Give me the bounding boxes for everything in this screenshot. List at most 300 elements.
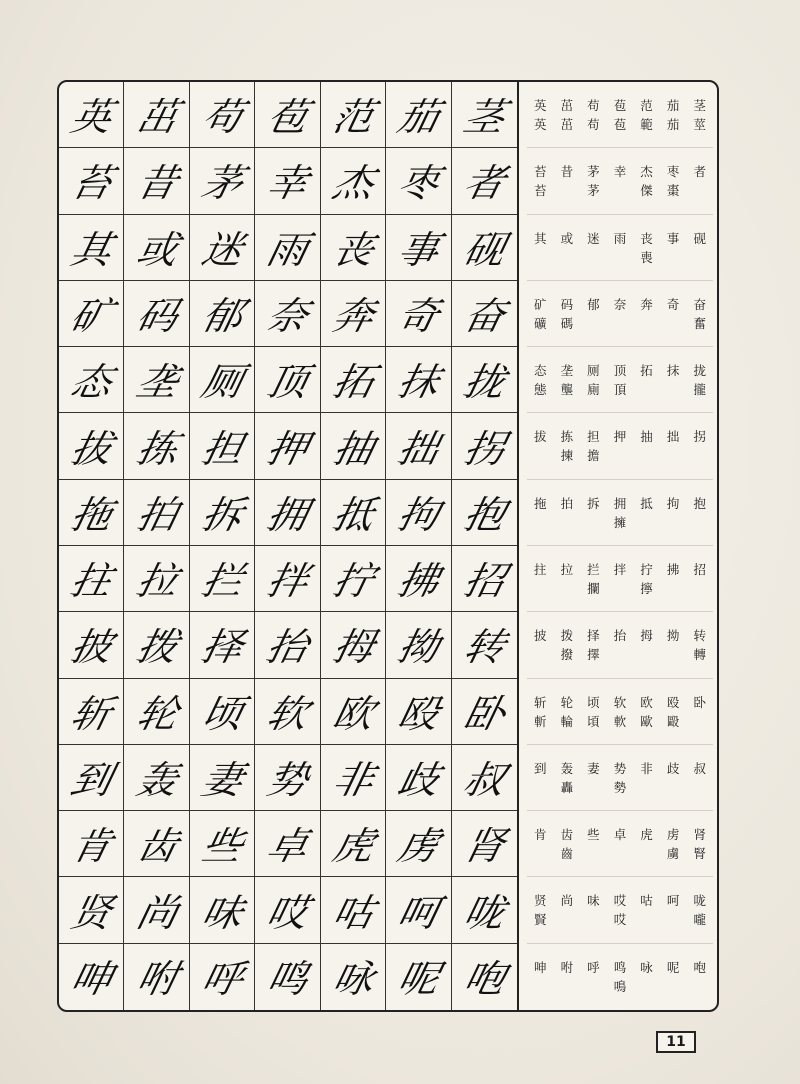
printed-cell [527, 215, 554, 281]
traditional-character: 範 [640, 117, 653, 132]
printed-cell [580, 745, 607, 811]
cursive-cell [321, 612, 386, 678]
simplified-character: 转 [693, 628, 706, 644]
cursive-cell [452, 944, 517, 1010]
cursive-character: 其 [66, 228, 115, 273]
cursive-cell [124, 148, 189, 214]
cursive-character: 叔 [459, 758, 508, 803]
simplified-character: 尚 [560, 893, 574, 909]
printed-cell [607, 82, 634, 148]
printed-cell [554, 413, 581, 479]
cursive-cell [255, 82, 320, 148]
cursive-cell [452, 281, 517, 347]
printed-cell [554, 877, 581, 943]
traditional-character: 擁 [613, 514, 627, 530]
printed-cell [527, 148, 554, 214]
simplified-character: 其 [534, 230, 547, 246]
cursive-character: 杰 [328, 162, 376, 207]
cursive-cell [124, 215, 189, 281]
traditional-character: 輪 [560, 713, 574, 729]
cursive-character: 披 [66, 626, 115, 671]
printed-cell [660, 281, 687, 347]
printed-cell [686, 745, 713, 811]
printed-cell [686, 215, 713, 281]
printed-cell [554, 480, 581, 546]
cursive-character: 势 [263, 758, 311, 803]
simplified-character: 披 [534, 628, 547, 644]
simplified-character: 者 [693, 164, 706, 180]
simplified-character: 鸣 [613, 959, 627, 975]
printed-cell [660, 347, 687, 413]
simplified-character: 拇 [640, 628, 653, 644]
cursive-character: 拐 [459, 427, 508, 472]
simplified-character: 枣 [666, 164, 680, 180]
simplified-character: 咆 [693, 959, 706, 975]
cursive-cell [452, 480, 517, 546]
cursive-cell [452, 215, 517, 281]
traditional-character: 撥 [560, 647, 574, 663]
printed-cell [607, 347, 634, 413]
cursive-cell [386, 413, 451, 479]
traditional-character: 茁 [560, 117, 574, 132]
cursive-cell [190, 413, 255, 479]
cursive-cell [321, 811, 386, 877]
traditional-character: 棗 [666, 183, 680, 199]
cursive-character: 押 [263, 427, 311, 472]
simplified-character: 茄 [666, 98, 680, 113]
printed-cell [660, 215, 687, 281]
cursive-character: 担 [197, 427, 246, 472]
simplified-character: 英 [534, 98, 547, 113]
cursive-cell [321, 215, 386, 281]
traditional-character: 歐 [640, 713, 653, 729]
cursive-character: 拨 [132, 626, 180, 671]
simplified-character: 拆 [587, 495, 600, 511]
cursive-cell [452, 811, 517, 877]
cursive-character: 丧 [328, 228, 376, 273]
cursive-character: 呢 [393, 958, 442, 1003]
printed-cell [633, 413, 660, 479]
cursive-character: 鸣 [263, 958, 311, 1003]
simplified-character: 齿 [560, 827, 574, 843]
cursive-character: 抱 [459, 493, 508, 538]
cursive-cell [124, 745, 189, 811]
cursive-character: 拘 [393, 493, 442, 538]
cursive-cell [452, 612, 517, 678]
simplified-character: 拢 [693, 363, 706, 379]
printed-cell [686, 82, 713, 148]
cursive-character: 顶 [263, 361, 311, 405]
traditional-character: 苟 [587, 117, 600, 132]
cursive-character: 顷 [197, 692, 246, 737]
cursive-cell [386, 480, 451, 546]
page-number: 11 [656, 1031, 696, 1053]
simplified-character: 迷 [587, 230, 600, 246]
cursive-character: 枣 [393, 162, 442, 207]
printed-cell [580, 413, 607, 479]
printed-cell [580, 215, 607, 281]
traditional-character: 勢 [613, 779, 627, 795]
cursive-cell [124, 877, 189, 943]
traditional-character: 揀 [560, 448, 574, 464]
cursive-cell [59, 546, 124, 612]
cursive-character: 奔 [328, 294, 376, 339]
cursive-character: 拙 [393, 427, 442, 472]
printed-cell [580, 877, 607, 943]
cursive-character: 轰 [132, 758, 180, 803]
cursive-cell [452, 82, 517, 148]
cursive-cell [190, 347, 255, 413]
cursive-character: 虏 [393, 825, 442, 869]
printed-cell [580, 679, 607, 745]
simplified-character: 拄 [534, 561, 547, 577]
printed-cell [527, 745, 554, 811]
traditional-character: 毆 [666, 713, 680, 729]
cursive-cell [255, 745, 320, 811]
cursive-character: 肾 [459, 825, 508, 869]
simplified-character: 轮 [560, 694, 574, 710]
cursive-character: 昔 [132, 162, 180, 207]
cursive-character: 呻 [66, 958, 115, 1003]
traditional-character: 賢 [534, 912, 547, 928]
cursive-character: 咏 [328, 958, 376, 1003]
cursive-character: 欧 [328, 692, 376, 737]
simplified-character: 拐 [693, 429, 706, 445]
cursive-character: 到 [66, 758, 115, 803]
cursive-character: 拢 [459, 361, 508, 405]
cursive-character: 拣 [132, 427, 180, 472]
traditional-character: 腎 [693, 846, 706, 862]
printed-cell [660, 811, 687, 877]
cursive-cell [190, 612, 255, 678]
simplified-character: 咕 [640, 893, 653, 909]
cursive-character: 齿 [132, 825, 180, 869]
traditional-character: 齒 [560, 846, 574, 862]
cursive-character: 拧 [328, 560, 376, 604]
cursive-cell [255, 811, 320, 877]
cursive-character: 拂 [393, 560, 442, 604]
printed-cell [633, 480, 660, 546]
cursive-cell [452, 877, 517, 943]
cursive-cell [321, 281, 386, 347]
cursive-character: 幸 [263, 162, 311, 207]
simplified-character: 奇 [666, 296, 680, 312]
simplified-character: 苞 [613, 98, 627, 113]
simplified-character: 叔 [693, 760, 706, 776]
cursive-cell [452, 413, 517, 479]
cursive-character: 咙 [459, 891, 508, 936]
cursive-character: 茁 [132, 96, 180, 140]
cursive-character: 拌 [263, 560, 311, 604]
cursive-cell [59, 679, 124, 745]
cursive-cell [190, 811, 255, 877]
traditional-character: 苔 [534, 183, 547, 199]
cursive-character: 妻 [197, 758, 246, 803]
printed-cell [660, 480, 687, 546]
simplified-character: 码 [560, 296, 574, 312]
simplified-character: 拣 [560, 429, 574, 445]
simplified-character: 招 [693, 561, 706, 577]
simplified-character: 幸 [613, 164, 627, 180]
simplified-character: 抵 [640, 495, 653, 511]
cursive-cell [321, 679, 386, 745]
cursive-cell [59, 148, 124, 214]
cursive-cell [190, 82, 255, 148]
printed-cell [633, 148, 660, 214]
printed-cell [580, 148, 607, 214]
simplified-character: 拔 [534, 429, 547, 445]
traditional-character: 擇 [587, 647, 600, 663]
printed-cell [580, 480, 607, 546]
cursive-character: 拔 [66, 427, 115, 472]
printed-cell [686, 148, 713, 214]
cursive-cell [124, 480, 189, 546]
cursive-character: 者 [459, 162, 508, 207]
cursive-cell [190, 215, 255, 281]
printed-cell [660, 877, 687, 943]
printed-cell [660, 546, 687, 612]
traditional-character: 擰 [640, 580, 653, 596]
printed-cell [633, 546, 660, 612]
simplified-character: 择 [587, 628, 600, 644]
simplified-character: 虎 [640, 827, 653, 843]
cursive-cell [59, 347, 124, 413]
simplified-character: 抽 [640, 429, 653, 445]
printed-cell [607, 148, 634, 214]
cursive-character: 转 [459, 626, 508, 671]
simplified-character: 肾 [693, 827, 706, 843]
cursive-cell [255, 148, 320, 214]
cursive-character: 招 [459, 560, 508, 604]
cursive-cell [190, 745, 255, 811]
cursive-character: 苞 [263, 96, 311, 140]
traditional-character: 茄 [666, 117, 680, 132]
cursive-cell [190, 679, 255, 745]
cursive-character: 态 [66, 361, 115, 405]
traditional-character: 轟 [560, 779, 574, 795]
traditional-character: 苞 [613, 117, 627, 132]
simplified-character: 拥 [613, 495, 627, 511]
cursive-cell [452, 679, 517, 745]
cursive-cell [386, 811, 451, 877]
cursive-cell [59, 413, 124, 479]
cursive-cell [386, 944, 451, 1010]
cursive-character: 殴 [393, 692, 442, 737]
cursive-character: 拖 [66, 493, 115, 538]
printed-cell [580, 811, 607, 877]
simplified-character: 苟 [587, 98, 600, 113]
cursive-character: 咕 [328, 891, 376, 936]
printed-cell [527, 480, 554, 546]
cursive-character: 英 [66, 96, 115, 140]
cursive-cell [255, 877, 320, 943]
cursive-cell [124, 546, 189, 612]
printed-character-key [519, 82, 717, 1010]
traditional-character: 頃 [587, 713, 600, 729]
simplified-character: 拦 [587, 561, 600, 577]
printed-cell [660, 148, 687, 214]
cursive-character: 呼 [197, 958, 246, 1003]
cursive-character: 茎 [459, 96, 508, 140]
traditional-character: 莖 [693, 117, 706, 132]
cursive-cell [321, 944, 386, 1010]
printed-cell [580, 944, 607, 1010]
printed-cell [607, 215, 634, 281]
printed-cell [607, 944, 634, 1010]
cursive-character: 拉 [132, 560, 180, 604]
printed-cell [607, 877, 634, 943]
simplified-character: 肯 [534, 827, 547, 843]
cursive-character: 卧 [459, 692, 508, 737]
cursive-cell [321, 347, 386, 413]
cursive-cell [190, 480, 255, 546]
simplified-character: 欧 [640, 694, 653, 710]
cursive-cell [59, 281, 124, 347]
cursive-cell [255, 480, 320, 546]
printed-cell [580, 281, 607, 347]
cursive-character: 厕 [197, 361, 246, 405]
printed-cell [580, 82, 607, 148]
simplified-character: 贤 [534, 893, 547, 909]
cursive-cell [255, 612, 320, 678]
printed-cell [633, 82, 660, 148]
simplified-character: 呻 [534, 959, 547, 975]
simplified-character: 或 [560, 230, 574, 246]
cursive-cell [124, 811, 189, 877]
simplified-character: 态 [534, 363, 547, 379]
cursive-character: 软 [263, 692, 311, 737]
printed-cell [633, 877, 660, 943]
cursive-cell [321, 877, 386, 943]
printed-cell [554, 679, 581, 745]
simplified-character: 郁 [587, 296, 600, 312]
printed-cell [660, 679, 687, 745]
simplified-character: 茅 [587, 164, 600, 180]
traditional-character: 轉 [693, 647, 706, 663]
printed-cell [554, 148, 581, 214]
cursive-character: 矿 [66, 294, 115, 339]
cursive-character: 雨 [263, 228, 311, 273]
simplified-character: 茁 [560, 98, 574, 113]
simplified-character: 范 [640, 98, 653, 113]
cursive-character: 抹 [393, 361, 442, 405]
cursive-cell [255, 347, 320, 413]
cursive-cell [255, 413, 320, 479]
simplified-character: 垄 [560, 363, 574, 379]
cursive-character: 拄 [66, 560, 115, 604]
traditional-character: 傑 [640, 183, 653, 199]
printed-cell [554, 944, 581, 1010]
simplified-character: 矿 [534, 296, 547, 312]
printed-cell [686, 480, 713, 546]
printed-cell [527, 281, 554, 347]
printed-cell [554, 82, 581, 148]
printed-cell [554, 281, 581, 347]
printed-cell [660, 413, 687, 479]
printed-cell [527, 612, 554, 678]
simplified-character: 斩 [534, 694, 547, 710]
cursive-character: 码 [132, 294, 180, 339]
cursive-cell [124, 82, 189, 148]
simplified-character: 担 [587, 429, 600, 445]
printed-cell [527, 546, 554, 612]
printed-cell [686, 877, 713, 943]
printed-cell [633, 347, 660, 413]
simplified-character: 味 [587, 893, 600, 909]
traditional-character: 虜 [666, 846, 680, 862]
cursive-character: 奇 [393, 294, 442, 339]
printed-cell [554, 546, 581, 612]
printed-cell [633, 215, 660, 281]
simplified-character: 苔 [534, 164, 547, 180]
simplified-character: 雨 [613, 230, 627, 246]
cursive-character: 抵 [328, 493, 376, 538]
simplified-character: 砚 [693, 230, 706, 246]
traditional-character: 攏 [693, 382, 706, 398]
cursive-character: 虎 [328, 825, 376, 869]
traditional-character: 礦 [534, 315, 547, 331]
cursive-character: 咐 [132, 958, 180, 1003]
cursive-cell [321, 82, 386, 148]
simplified-character: 拓 [640, 363, 653, 379]
cursive-cell [124, 347, 189, 413]
simplified-character: 势 [613, 760, 627, 776]
cursive-cell [59, 944, 124, 1010]
traditional-character: 斬 [534, 713, 547, 729]
cursive-cell [452, 745, 517, 811]
cursive-cell [59, 82, 124, 148]
printed-cell [607, 413, 634, 479]
simplified-character: 拍 [560, 495, 574, 511]
cursive-cell [124, 612, 189, 678]
printed-cell [633, 944, 660, 1010]
printed-cell [527, 82, 554, 148]
simplified-character: 咏 [640, 959, 653, 975]
simplified-character: 哎 [613, 893, 627, 909]
traditional-character: 茅 [587, 183, 600, 199]
cursive-cell [321, 480, 386, 546]
traditional-character: 英 [534, 117, 547, 132]
printed-cell [686, 612, 713, 678]
simplified-character: 非 [640, 760, 653, 776]
cursive-character: 呵 [393, 891, 442, 936]
simplified-character: 到 [534, 760, 547, 776]
cursive-character: 事 [393, 228, 442, 273]
cursive-cell [255, 215, 320, 281]
simplified-character: 虏 [666, 827, 680, 843]
printed-cell [554, 811, 581, 877]
cursive-character: 茄 [393, 96, 442, 140]
cursive-cell [386, 215, 451, 281]
simplified-character: 卓 [613, 827, 627, 843]
printed-cell [607, 679, 634, 745]
traditional-character: 嚨 [693, 912, 706, 928]
printed-cell [686, 679, 713, 745]
cursive-cell [386, 745, 451, 811]
printed-cell [527, 811, 554, 877]
simplified-character: 歧 [666, 760, 680, 776]
printed-cell [527, 877, 554, 943]
printed-cell [554, 347, 581, 413]
simplified-character: 咐 [560, 959, 574, 975]
cursive-character: 轮 [132, 692, 180, 737]
traditional-character: 攔 [587, 580, 600, 596]
simplified-character: 抱 [693, 495, 706, 511]
cursive-cell [124, 944, 189, 1010]
cursive-character: 奋 [459, 294, 508, 339]
simplified-character: 顶 [613, 363, 627, 379]
simplified-character: 奋 [693, 296, 706, 312]
